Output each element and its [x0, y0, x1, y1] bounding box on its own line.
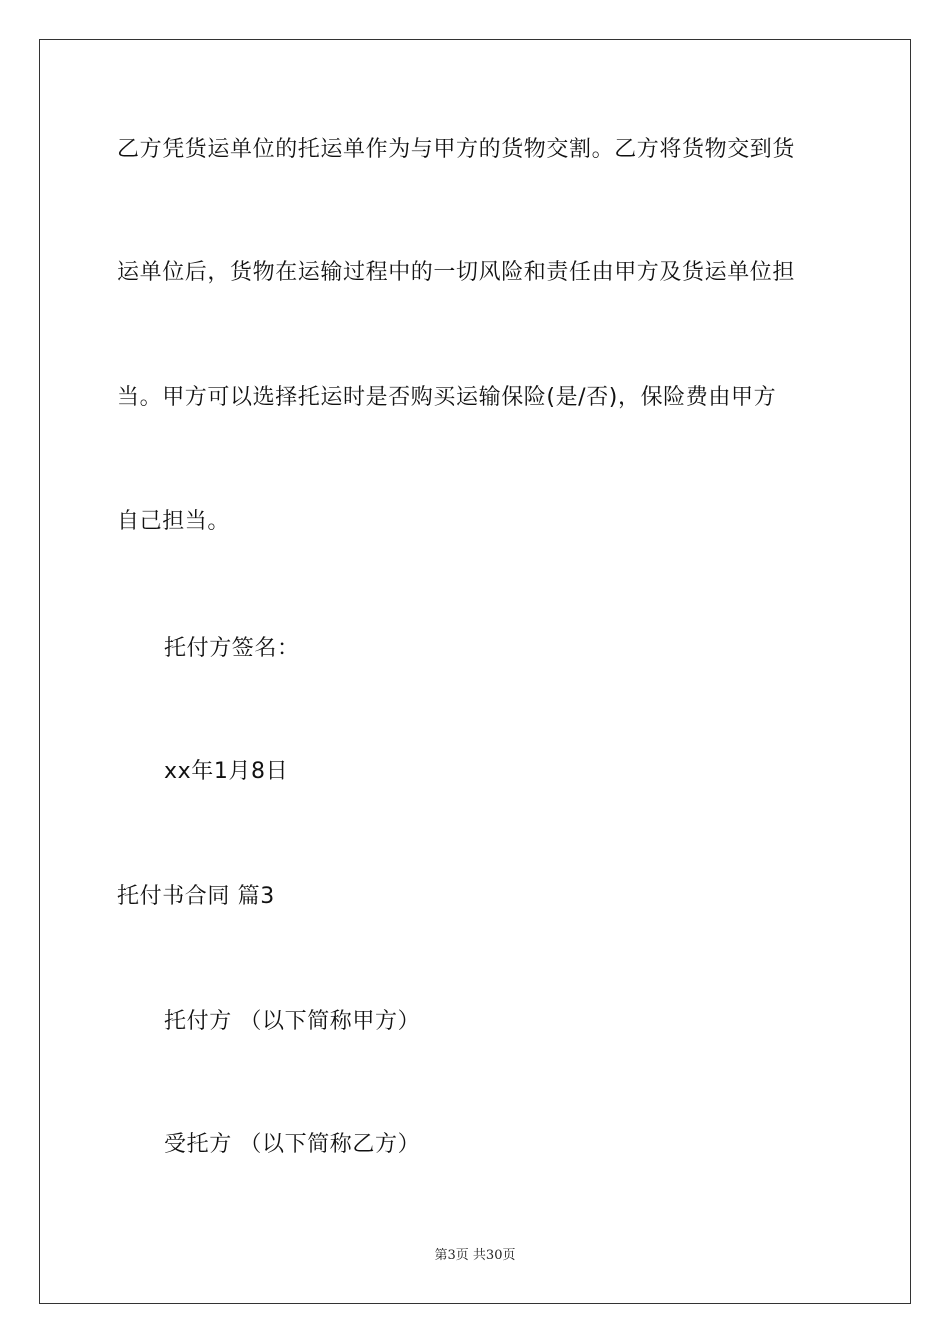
- section-title: 托付书合同 篇3: [117, 884, 275, 909]
- party-a-line: 托付方 （以下简称甲方）: [164, 1009, 421, 1034]
- paragraph-line-1: 乙方凭货运单位的托运单作为与甲方的货物交割。乙方将货物交到货: [117, 137, 796, 162]
- party-b-line: 受托方 （以下简称乙方）: [164, 1132, 421, 1157]
- signature-label: 托付方签名：: [164, 636, 300, 661]
- paragraph-line-2: 运单位后，货物在运输过程中的一切风险和责任由甲方及货运单位担: [117, 260, 796, 285]
- page-footer: 第3页 共30页: [434, 1248, 516, 1263]
- signature-date: xx年1月8日: [164, 759, 289, 784]
- page-border: [39, 39, 911, 1304]
- paragraph-line-4: 自己担当。: [117, 509, 231, 534]
- paragraph-line-3: 当。甲方可以选择托运时是否购买运输保险(是/否)，保险费由甲方: [117, 385, 777, 410]
